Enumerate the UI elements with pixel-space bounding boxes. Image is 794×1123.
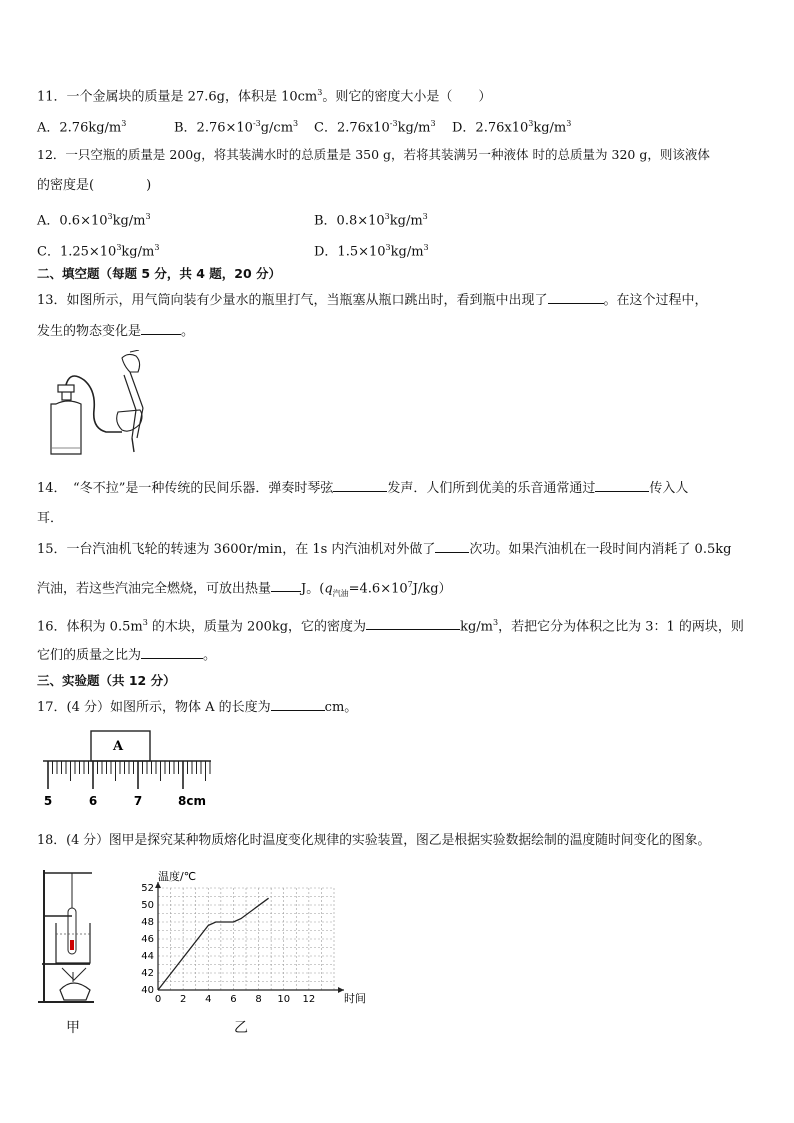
y-tick-label: 44: [141, 951, 154, 962]
caption-jia: 甲: [66, 1020, 80, 1036]
x-tick-label: 12: [302, 994, 316, 1005]
q15-blank-1[interactable]: [435, 540, 469, 553]
q11-option-c: C．$2.76x10^{-3}kg/m^3$: [314, 119, 436, 136]
y-tick-label: 42: [141, 968, 154, 979]
q16-line2: 它们的质量之比为 。: [37, 648, 217, 663]
q12-stem-line1: 12．一只空瓶的质量是 200g，将其装满水时的总质量是 350 g，若将其装满另一种液体 时的总质量为 320 g，则该液体: [37, 147, 710, 162]
y-tick-label: 46: [141, 934, 154, 945]
q11-option-a: A．$2.76kg/m^3$: [37, 119, 127, 136]
x-tick-label: 10: [277, 994, 291, 1005]
melting-apparatus-figure: [34, 868, 104, 1008]
ruler-ticks: [48, 761, 210, 789]
x-tick-label: 2: [179, 994, 187, 1005]
q12-option-b: B．$0.8\times 10^3kg/m^3$: [314, 212, 428, 229]
q15-line1: 15．一台汽油机飞轮的转速为 3600r/min，在 1s 内汽油机对外做了 次功。如果汽油机在一段时间内消耗了 0.5kg: [37, 542, 732, 557]
chart-grid: [158, 888, 334, 990]
x-tick-label: 0: [154, 994, 162, 1005]
q16-blank-2[interactable]: [141, 646, 203, 659]
ruler-label-6: 6: [88, 794, 98, 808]
chart-ylabel: 温度/℃: [158, 870, 197, 883]
q11-option-b: B．$2.76\times 10^{-3}g/cm^3$: [174, 119, 299, 136]
q18-stem: 18．(4 分）图甲是探究某种物质熔化时温度变化规律的实验装置，图乙是根据实验数据绘制的温度随时间变化的图象。: [37, 833, 711, 848]
section-3-heading: 三、实验题（共 12 分）: [37, 673, 176, 688]
q14-line1: 14． “冬不拉”是一种传统的民间乐器．弹奏时琴弦 发声．人们所到优美的乐音通常通过 传入人: [37, 481, 689, 496]
object-a-label: A: [112, 739, 124, 754]
q12-option-c: C．$1.25\times 10^3kg/m^3$: [37, 243, 160, 260]
caption-yi: 乙: [234, 1020, 248, 1036]
q17-blank[interactable]: [271, 698, 325, 711]
q14-blank-2[interactable]: [595, 479, 649, 492]
chart-tick-labels: [141, 883, 315, 1005]
q11-option-d: D．$2.76x10^3kg/m^3$: [452, 119, 572, 136]
q16-line1: 16．体积为 $0.5m^3$ 的木块，质量为 200kg，它的密度为 $kg/m^3$，若把它分为体积之比为 3：1 的两块，则: [37, 618, 744, 635]
q16-blank-1[interactable]: [366, 617, 460, 630]
ruler-label-5: 5: [43, 794, 53, 808]
pump-bottle-figure: [44, 350, 154, 460]
q13-line1: 13．如图所示，用气筒向装有少量水的瓶里打气，当瓶塞从瓶口跳出时，看到瓶中出现了 。在这个过程中，: [37, 293, 708, 308]
temperature-series-line: [158, 898, 269, 990]
q14-line2: 耳．: [37, 511, 64, 526]
x-tick-label: 8: [255, 994, 262, 1005]
x-tick-label: 4: [205, 994, 212, 1005]
q13-blank-1[interactable]: [548, 291, 604, 304]
q12-stem-line2: 的密度是( ): [37, 178, 152, 193]
ruler-figure: [40, 728, 220, 810]
q12-option-a: A．$0.6\times 10^3kg/m^3$: [37, 212, 151, 229]
ruler-label-7: 7: [133, 794, 143, 808]
q11-stem: 11．一个金属块的质量是 27.6g，体积是 $10cm^3$。则它的密度大小是（ ）: [37, 88, 492, 105]
q15-blank-2[interactable]: [271, 579, 301, 592]
q13-line2: 发生的物态变化是 。: [37, 324, 195, 339]
chart-xlabel: 时间: [344, 992, 366, 1005]
ruler-label-8cm: 8cm: [178, 794, 206, 808]
section-2-heading: 二、填空题（每题 5 分，共 4 题，20 分）: [37, 266, 282, 281]
y-tick-label: 50: [141, 900, 154, 911]
q13-blank-2[interactable]: [141, 322, 181, 335]
q15-line2: 汽油，若这些汽油完全燃烧，可放出热量 J。$(q_{汽油}=4.6\times 10^7J/kg)$: [37, 580, 452, 598]
y-tick-label: 40: [141, 985, 154, 996]
chart-series: [158, 898, 269, 990]
x-tick-label: 6: [230, 994, 237, 1005]
q12-option-d: D．$1.5\times 10^3kg/m^3$: [314, 243, 429, 260]
temperature-time-chart: [138, 868, 378, 1008]
y-tick-label: 48: [141, 917, 154, 928]
q14-blank-1[interactable]: [333, 479, 387, 492]
q17-stem: 17．(4 分）如图所示，物体 A 的长度为 cm。: [37, 700, 358, 715]
y-tick-label: 52: [141, 883, 154, 894]
